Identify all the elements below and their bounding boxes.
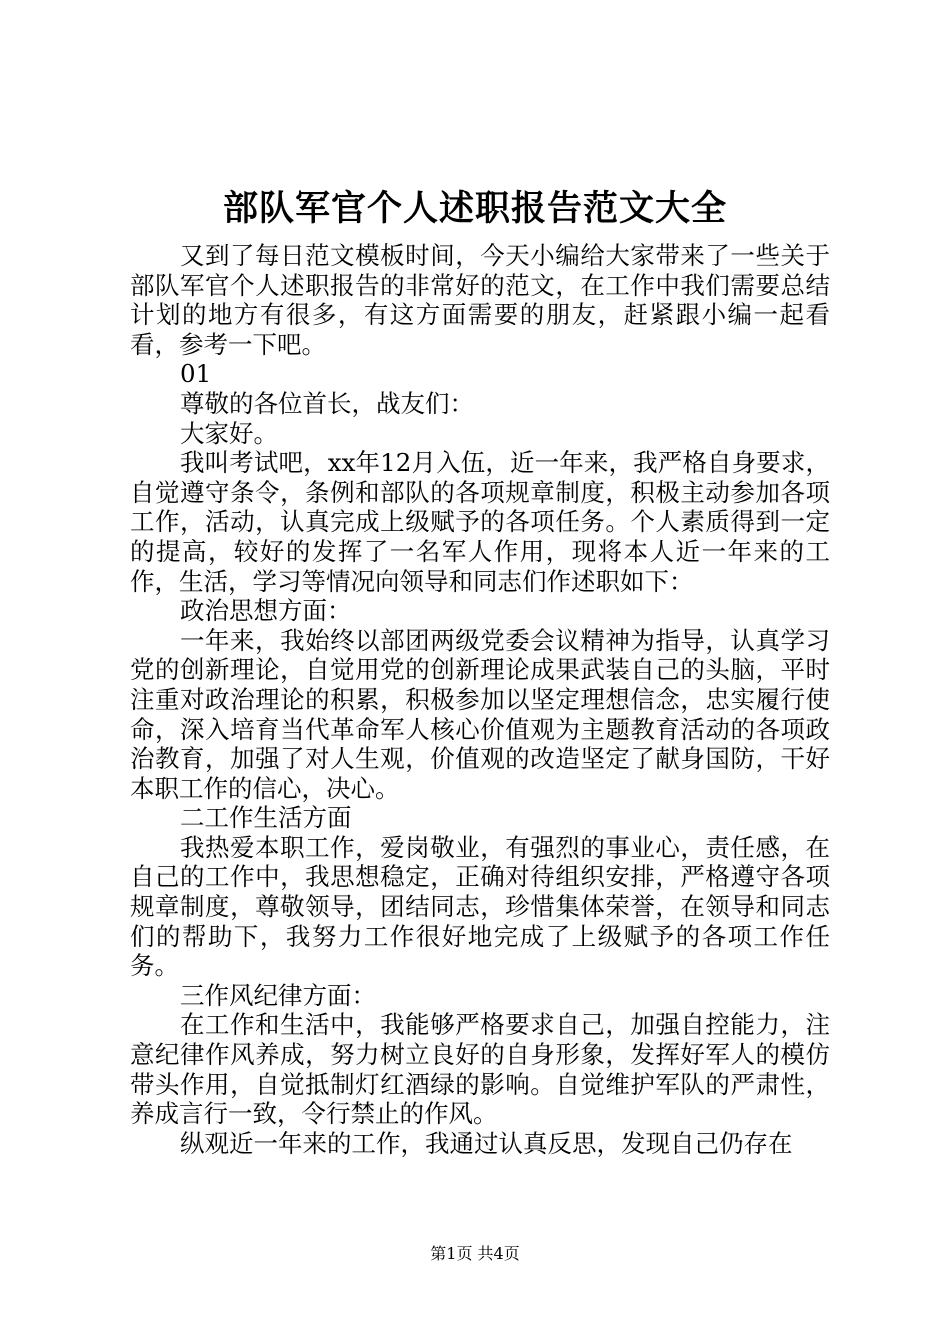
document-body [130, 241, 830, 1158]
paragraph-self-introduction: 我叫考试吧，xx年12月入伍，近一年来，我严格自身要求，自觉遵守条令，条例和部队的各项规章制度，积极主动参加各项工作，活动，认真完成上级赋予的各项任务。个人素质得到一定的提高，较好的发挥了一名军人作用，现将本人近一年来的工作，生活，学习等情况向领导和同志们作述职如下： [130, 448, 830, 596]
paragraph-political-thought: 一年来，我始终以部团两级党委会议精神为指导，认真学习党的创新理论，自觉用党的创新理论成果武装自己的头脑，平时注重对政治理论的积累，积极参加以坚定理想信念，忠实履行使命，深入培育当代革命军人核心价值观为主题教育活动的各项政治教育，加强了对人生观，价值观的改造坚定了献身国防，干好本职工作的信心，决心。 [130, 625, 830, 803]
paragraph-work-life: 我热爱本职工作，爱岗敬业，有强烈的事业心，责任感，在自己的工作中，我思想稳定，正确对待组织安排，严格遵守各项规章制度，尊敬领导，团结同志，珍惜集体荣誉，在领导和同志们的帮助下，我努力工作很好地完成了上级赋予的各项工作任务。 [130, 832, 830, 981]
heading-discipline: 三作风纪律方面： [180, 980, 376, 1010]
heading-work-life: 二工作生活方面 [180, 803, 352, 833]
page-number: 第1页 共4页 [430, 1244, 520, 1263]
document-title: 部队军官个人述职报告范文大全 [222, 188, 727, 229]
paragraph-section-number: 01 [180, 359, 212, 389]
paragraph-discipline: 在工作和生活中，我能够严格要求自己，加强自控能力，注意纪律作风养成，努力树立良好的自身形象，发挥好军人的模仿带头作用，自觉抵制灯红酒绿的影响。自觉维护军队的严肃性，养成言行一致，令行禁止的作风。 [130, 1010, 830, 1129]
paragraph-greeting: 大家好。 [180, 418, 278, 448]
heading-political-thought: 政治思想方面： [180, 596, 352, 626]
paragraph-intro: 又到了每日范文模板时间，今天小编给大家带来了一些关于部队军官个人述职报告的非常好的范文，在工作中我们需要总结计划的地方有很多，有这方面需要的朋友，赶紧跟小编一起看看，参考一下吧。 [130, 241, 830, 359]
paragraph-review: 纵观近一年来的工作，我通过认真反思，发现自己仍存在 [180, 1128, 793, 1158]
paragraph-salutation: 尊敬的各位首长，战友们： [180, 388, 474, 418]
